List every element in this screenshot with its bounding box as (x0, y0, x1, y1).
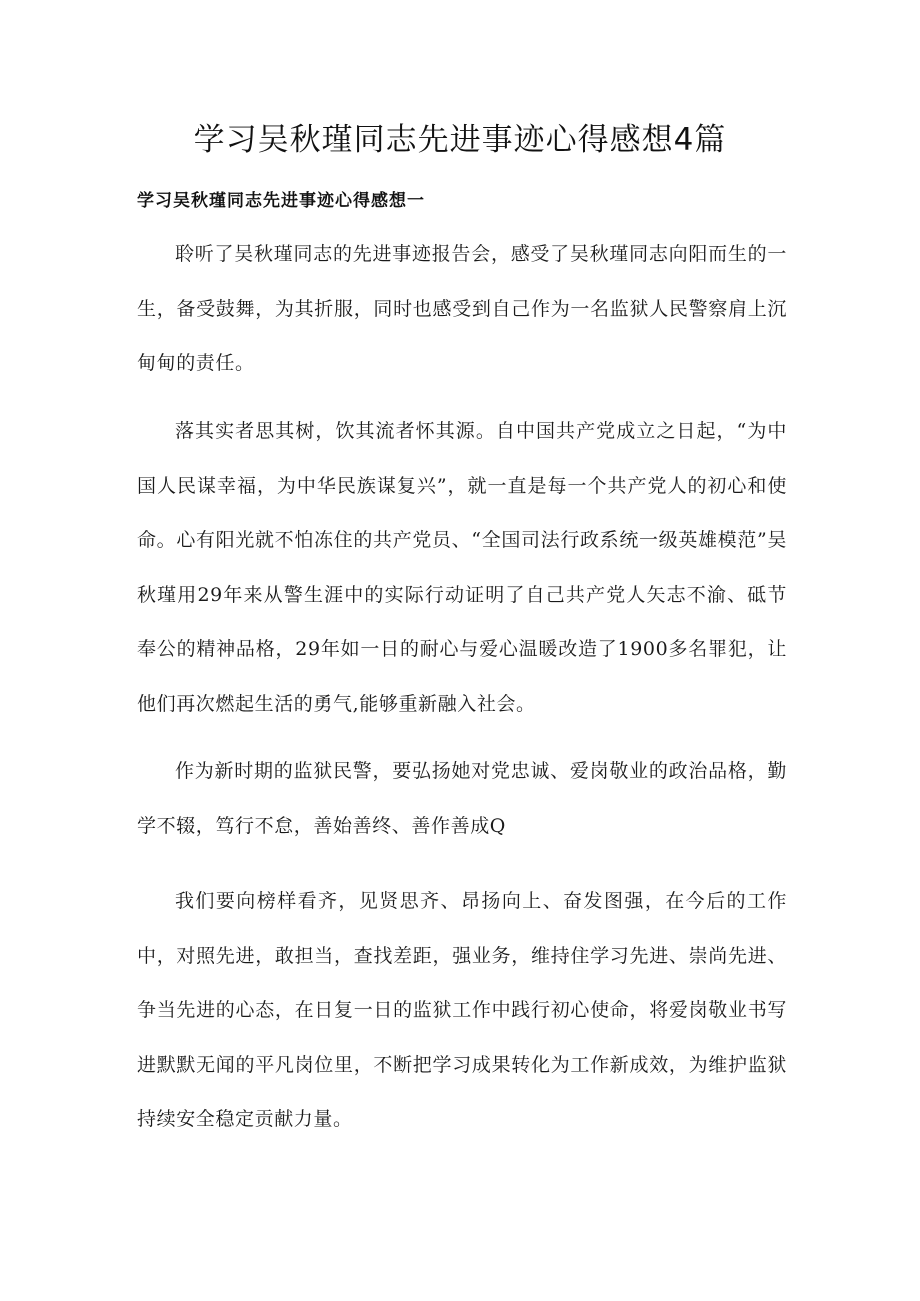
paragraph-1: 聆听了吴秋瑾同志的先进事迹报告会，感受了吴秋瑾同志向阳而生的一生，备受鼓舞，为其折服，同时也感受到自己作为一名监狱人民警察肩上沉甸甸的责任。 (137, 243, 787, 374)
section-heading: 学习吴秋瑾同志先进事迹心得感想一 (137, 191, 425, 211)
paragraph-3: 作为新时期的监狱民警，要弘扬她对党忠诚、爱岗敬业的政治品格，勤学不辍，笃行不怠，善始善终、善作善成Q (137, 760, 787, 837)
paragraph-2: 落其实者思其树，饮其流者怀其源。自中国共产党成立之日起，“为中国人民谋幸福，为中华民族谋复兴”，就一直是每一个共产党人的初心和使命。心有阳光就不怕冻住的共产党员、“全国司法行政系统一级英雄模范”吴秋瑾用29年来从警生涯中的实际行动证明了自己共产党人矢志不渝、砥节奉公的精神品格，29年如一日的耐心与爱心温暖改造了1900多名罪犯，让他们再次燃起生活的勇气,能够重新融入社会。 (137, 420, 787, 715)
document-title: 学习吴秋瑾同志先进事迹心得感想4篇 (193, 122, 727, 158)
paragraph-4: 我们要向榜样看齐，见贤思齐、昂扬向上、奋发图强，在今后的工作中，对照先进，敢担当，查找差距，强业务，维持住学习先进、崇尚先进、争当先进的心态，在日复一日的监狱工作中践行初心使命，将爱岗敬业书写进默默无闻的平凡岗位里，不断把学习成果转化为工作新成效，为维护监狱持续安全稳定贡献力量。 (137, 890, 787, 1130)
